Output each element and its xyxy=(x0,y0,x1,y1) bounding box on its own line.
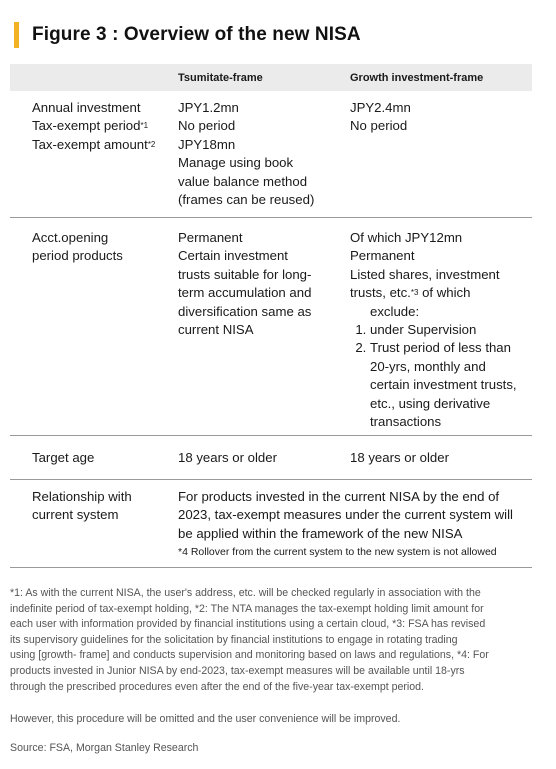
list-item: 2. Trust period of less than 20-yrs, monthly and certain investment trusts, etc., using derivative transactions xyxy=(370,339,532,431)
header-growth: Growth investment-frame xyxy=(350,72,484,84)
source-line: Source: FSA, Morgan Stanley Research xyxy=(10,742,199,754)
growth-cell: JPY2.4mn No period xyxy=(350,100,411,134)
tsumitate-cell: Permanent Certain investment trusts suitable for long- term accumulation and diversification same as current NISA xyxy=(178,230,312,338)
table-row xyxy=(10,218,532,436)
header-tsumitate: Tsumitate-frame xyxy=(178,72,263,84)
table-row xyxy=(10,480,532,568)
row-label: Annual investment Tax-exempt period$^{*1}$ Tax-exempt amount$^{*2}$ xyxy=(32,100,156,152)
footnotes: *1: As with the current NISA, the user's address, etc. will be checked regularly in association with the indefinite period of tax-exempt holding, *2: The NTA manages the tax-exempt holding limit amount for each user with information provided by financial institutions using a certain cloud, *3: FSA has revised its supervisory guidelines for the solicitation by financial institutions to engage in rotating trading using [growth- frame] and conducts supervision and monitoring based on laws and regulations, *4: For products invested in Junior NISA by end-2023, tax-exempt measures will be available until 18-yrs through the prescribed procedures even after the end of the five-year tax-exempt period. xyxy=(10,587,489,693)
figure-title-block xyxy=(14,22,361,48)
nisa-overview-table xyxy=(10,64,532,568)
exclusion-list xyxy=(350,321,532,431)
list-item: 1. under Supervision xyxy=(370,321,532,339)
rollover-note: *4 Rollover from the current system to the new system is not allowed xyxy=(178,546,497,559)
tsumitate-cell: JPY1.2mn No period JPY18mn Manage using book value balance method (frames can be reused) xyxy=(178,100,315,208)
table-row xyxy=(10,436,532,480)
table-row xyxy=(10,91,532,218)
table-header xyxy=(10,64,532,91)
growth-cell: Of which JPY12mn Permanent Listed shares, investment trusts, etc.$^{*3}$ of which exclude: 1. under Supervision 2. Trust period of less than 20-yrs, monthly and certain investment trusts, etc., using derivative transactions xyxy=(350,229,532,431)
procedure-note: However, this procedure will be omitted and the user convenience will be improved. xyxy=(10,713,401,725)
figure-title: Figure 3 : Overview of the new NISA xyxy=(32,24,361,45)
title-accent-bar xyxy=(14,22,19,48)
row-label: Target age xyxy=(32,450,95,465)
growth-cell: 18 years or older xyxy=(350,450,449,465)
relationship-cell: For products invested in the current NISA by the end of 2023, tax-exempt measures under the current system will be applied within the framework of the new NISA *4 Rollover from the current system to the new system is not allowed xyxy=(178,488,532,562)
row-label: Relationship with current system xyxy=(32,489,132,523)
row-label: Acct.opening period products xyxy=(32,230,123,264)
tsumitate-cell: 18 years or older xyxy=(178,450,277,465)
